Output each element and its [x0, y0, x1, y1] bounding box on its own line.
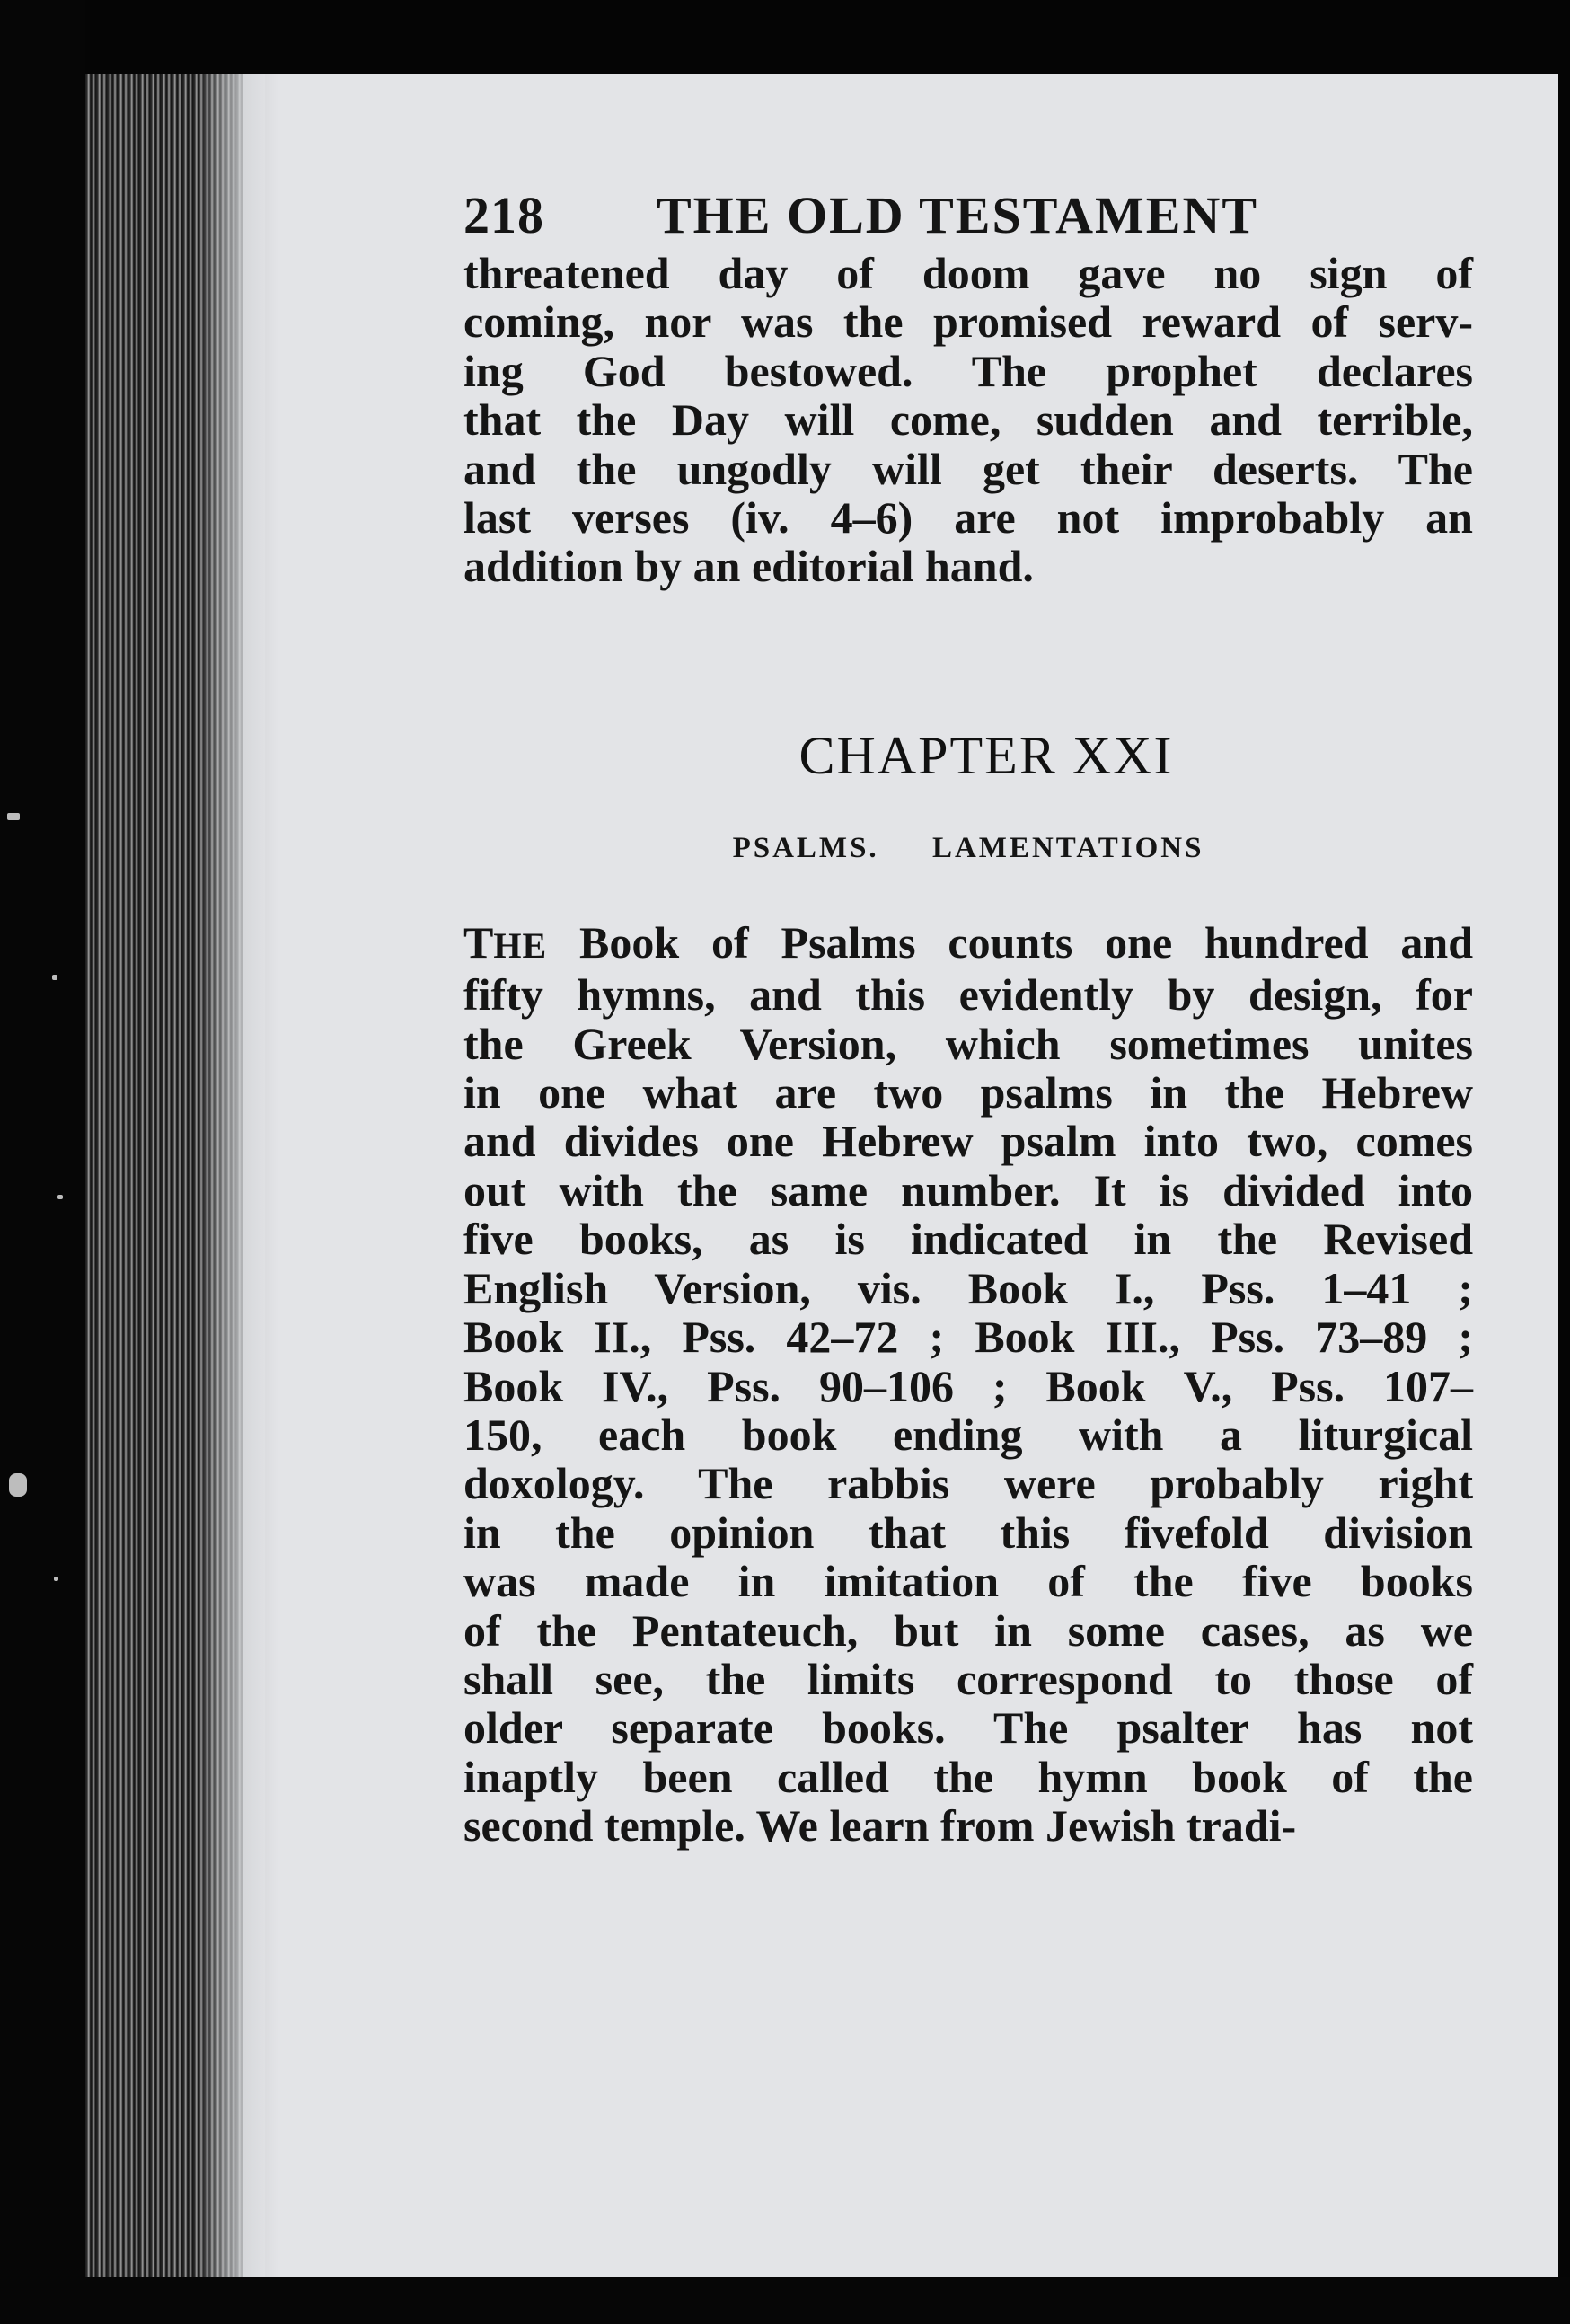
text-line: and divides one Hebrew psalm into two, comes — [463, 1116, 1473, 1167]
scan-speck — [52, 975, 57, 980]
scanner-border-right — [1558, 0, 1570, 2324]
page-edge-fade — [198, 74, 265, 2277]
text-line: coming, nor was the promised reward of serv- — [463, 296, 1473, 348]
initial-letter: T — [463, 916, 494, 968]
text-line: of the Pentateuch, but in some cases, as we — [463, 1604, 1473, 1656]
page-number: 218 — [463, 186, 544, 244]
chapter-subtitle — [463, 830, 1473, 866]
text-line: the Greek Version, which sometimes unites — [463, 1018, 1473, 1069]
text-line: Book II., Pss. 42–72 ; Book III., Pss. 73–89 ; — [463, 1312, 1473, 1363]
chapter-subtitle-psalms: PSALMS. — [732, 831, 879, 864]
scan-speck — [7, 813, 20, 820]
page-content — [463, 184, 1473, 1851]
paragraph-continued — [463, 249, 1473, 591]
text-line: fifty hymns, and this evidently by design, for — [463, 969, 1473, 1021]
scanner-border-top — [0, 0, 1570, 74]
initial-smallcaps: HE — [493, 924, 548, 966]
text-line: 150, each book ending with a liturgical — [463, 1409, 1473, 1460]
scanner-border-bottom — [0, 2277, 1570, 2324]
scanner-border-left — [0, 0, 85, 2324]
text-line: five books, as is indicated in the Revised — [463, 1214, 1473, 1265]
text-line: that the Day will come, sudden and terrible, — [463, 394, 1473, 446]
chapter-subtitle-lamentations: LAMENTATIONS — [931, 831, 1204, 864]
chapter-opening-paragraph — [463, 918, 1473, 1851]
scan-speck — [57, 1195, 63, 1199]
first-line-text: Book of Psalms counts one hundred and — [547, 916, 1473, 968]
text-line: doxology. The rabbis were probably right — [463, 1458, 1473, 1509]
text-line: second temple. We learn from Jewish tradi- — [463, 1800, 1297, 1851]
text-line: out with the same number. It is divided into — [463, 1164, 1473, 1215]
scan-speck — [54, 1577, 58, 1581]
text-line: English Version, vis. Book I., Pss. 1–41 ; — [463, 1262, 1473, 1313]
text-line: and the ungodly will get their deserts. The — [463, 443, 1473, 494]
text-line: threatened day of doom gave no sign of — [463, 248, 1473, 298]
text-line: older separate books. The psalter has not — [463, 1702, 1473, 1754]
running-head — [463, 184, 1473, 247]
text-line: last verses (iv. 4–6) are not improbably an — [463, 492, 1473, 543]
text-line: was made in imitation of the five books — [463, 1556, 1473, 1607]
text-line: Book IV., Pss. 90–106 ; Book V., Pss. 107– — [463, 1360, 1473, 1411]
text-line: inaptly been called the hymn book of the — [463, 1751, 1473, 1802]
text-line: in one what are two psalms in the Hebrew — [463, 1067, 1473, 1118]
chapter-heading: CHAPTER XXI — [798, 725, 1174, 785]
scan-speck — [9, 1473, 27, 1497]
text-line: ing God bestowed. The prophet declares — [463, 345, 1473, 396]
text-line: in the opinion that this fivefold division — [463, 1507, 1473, 1558]
book-title: THE OLD TESTAMENT — [657, 186, 1259, 244]
text-line: shall see, the limits correspond to those of — [463, 1653, 1473, 1704]
text-line-first — [463, 918, 1473, 970]
text-line: addition by an editorial hand. — [463, 541, 1034, 592]
